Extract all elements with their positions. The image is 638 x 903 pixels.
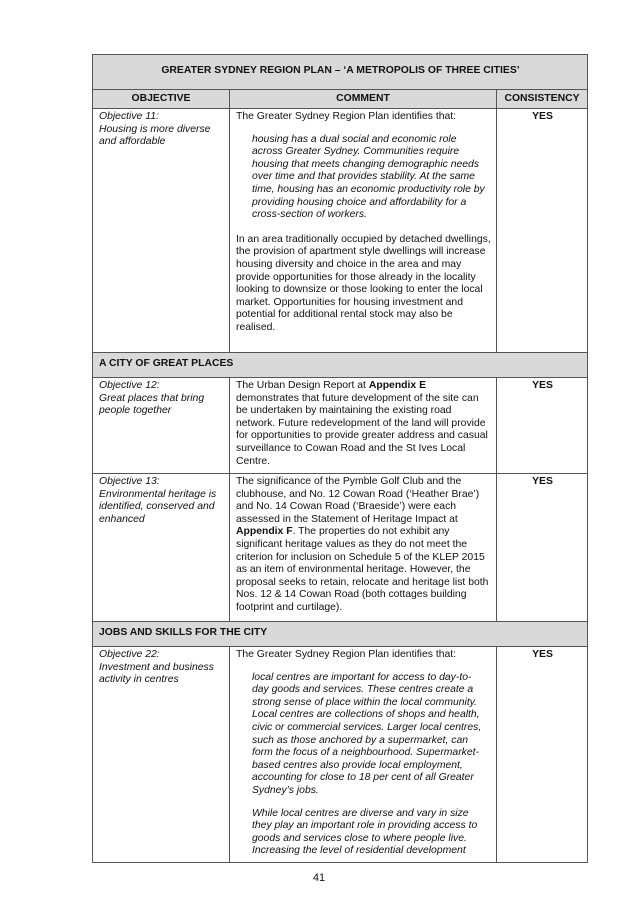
consistency-table [92,54,588,863]
appendix-reference: Appendix E [368,380,426,391]
objective-title: Housing is more diverse and affordable [99,123,211,148]
objective-cell [93,378,230,474]
comment-intro: The Greater Sydney Region Plan identifies that: [236,649,457,660]
comment-cell [230,378,497,474]
header-consistency: CONSISTENCY [497,90,588,109]
comment-cell [230,109,497,353]
objective-cell [93,647,230,863]
comment-cell [230,647,497,863]
objective-number: Objective 13: [99,476,160,487]
objective-cell [93,109,230,353]
comment-body: In an area traditionally occupied by detached dwellings, the provision of apartment style dwellings will increase housing diversity and choice in the area and may provide opportunities for those already in the locality looking to downsize or those looking to enter the local market. Opportunities for housing investment and potential for additional rental stock may also be realised. [236,233,491,333]
header-objective: OBJECTIVE [93,90,230,109]
comment-text: demonstrates that future development of the site can be undertaken by maintaining the existing road network. Future redevelopment of the land will provide for opportunities to provide greater address and casual surveillance to Cowan Road and the St Ives Local Centre. [236,392,488,467]
table-row-objective-11 [93,109,588,353]
table-row-objective-13 [93,474,588,622]
table-row-objective-22 [93,647,588,863]
comment-quote: housing has a dual social and economic role across Greater Sydney. Communities require housing that meets changing demographic needs over time and that provides stability. At the same time, housing has an economic productivity role by providing housing choice and affordability for a cross-section of workers. [252,133,485,221]
table-row-objective-12 [93,378,588,474]
objective-number: Objective 11: [99,111,159,122]
page-number: 41 [312,872,326,884]
consistency-cell: YES [497,647,588,863]
section-heading: A CITY OF GREAT PLACES [93,353,588,378]
comment-quote: While local centres are diverse and vary in size they play an important role in providing access to goods and services close to where people live. Increasing the level of residential development [252,807,478,857]
consistency-cell: YES [497,378,588,474]
section-row-jobs-skills [93,622,588,647]
section-heading: JOBS AND SKILLS FOR THE CITY [93,622,588,647]
objective-number: Objective 12: [99,380,160,391]
objective-title: Environmental heritage is identified, conserved and enhanced [99,488,217,525]
table-title: GREATER SYDNEY REGION PLAN – ‘A METROPOLIS OF THREE CITIES’ [93,55,588,90]
appendix-reference: Appendix F [236,526,293,538]
header-comment: COMMENT [230,90,497,109]
objective-number: Objective 22: [99,649,160,660]
consistency-cell: YES [497,474,588,622]
objective-cell [93,474,230,622]
comment-quote: local centres are important for access to day-to-day goods and services. These centres create a strong sense of place within the local community. Local centres are collections of shops and health, civic or commercial services. Larger local centres, such as those anchored by a supermarket, can form the focus of a neighbourhood. Supermarket-based centres also provide local employment, accounting for close to 18 per cent of all Greater Sydney’s jobs. [252,671,482,796]
table-title-row [93,55,588,90]
objective-title: Investment and business activity in centres [99,661,214,686]
consistency-cell: YES [497,109,588,353]
section-row-great-places [93,353,588,378]
comment-text: The Urban Design Report at [236,380,369,391]
comment-cell [230,474,497,622]
comment-text: . The properties do not exhibit any significant heritage values as they do not meet the criterion for inclusion on Schedule 5 of the KLEP 2015 as an item of environmental heritage. However, the proposal seeks to retain, relocate and heritage list both Nos. 12 & 14 Cowan Road (both cottages building footprint and curtilage). [236,526,489,613]
objective-title: Great places that bring people together [99,392,205,417]
comment-intro: The Greater Sydney Region Plan identifies that: [236,111,457,122]
table-header-row [93,90,588,109]
comment-text: The significance of the Pymble Golf Club and the clubhouse, and No. 12 Cowan Road (‘Heather Brae’) and No. 14 Cowan Road (‘Braeside’) were each assessed in the Statement of Heritage Impact at [236,476,480,525]
